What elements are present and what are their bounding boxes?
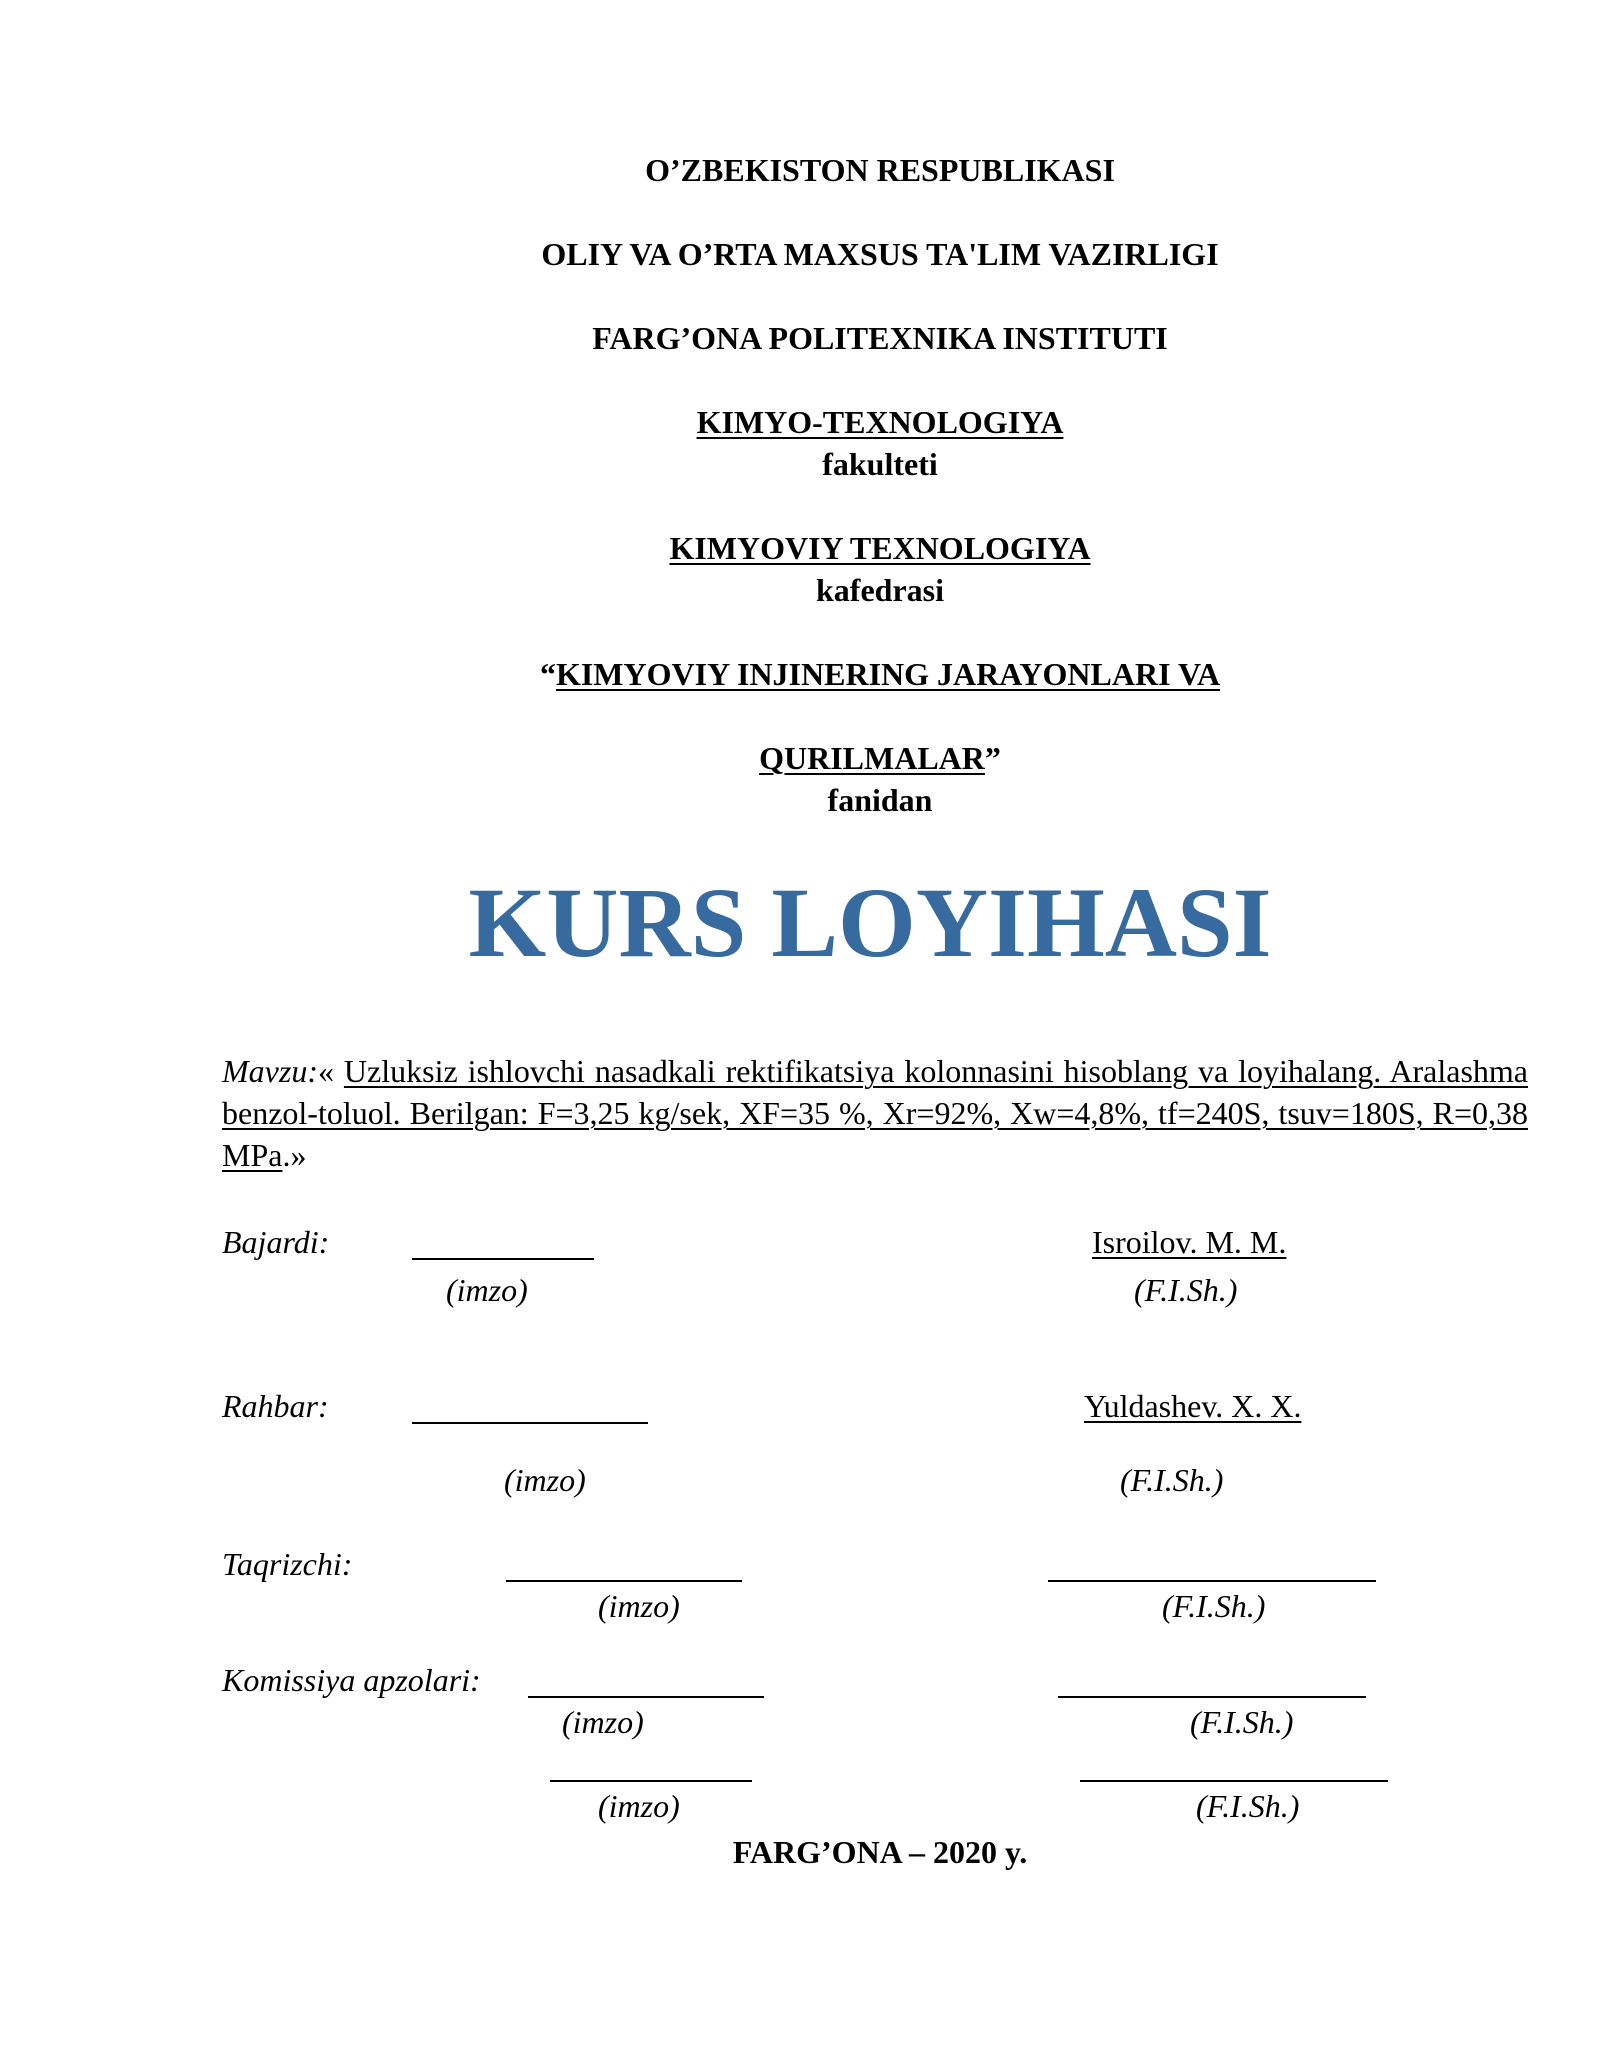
institute-heading: FARG’ONA POLITEXNIKA INSTITUTI	[592, 320, 1168, 356]
topic-label: Mavzu:	[222, 1053, 318, 1089]
topic-close-quote: .»	[282, 1137, 307, 1173]
rahbar-fish-caption: (F.I.Sh.)	[1120, 1462, 1224, 1498]
faculty-suffix: fakulteti	[822, 446, 938, 482]
department-suffix: kafedrasi	[816, 572, 944, 608]
topic-paragraph	[222, 1050, 1528, 1176]
bajardi-fish-caption: (F.I.Sh.)	[1134, 1272, 1238, 1308]
komissiya-fish-caption-2: (F.I.Sh.)	[1196, 1788, 1300, 1824]
republic-heading: O’ZBEKISTON RESPUBLIKASI	[645, 152, 1115, 188]
place-year-footer: FARG’ONA – 2020 y.	[732, 1834, 1028, 1870]
department-heading	[440, 528, 1320, 568]
komissiya-imzo-caption-1: (imzo)	[562, 1704, 644, 1740]
komissiya-name-line-1	[1058, 1696, 1366, 1698]
rahbar-imzo-caption: (imzo)	[504, 1462, 586, 1498]
rahbar-label: Rahbar:	[222, 1388, 329, 1424]
komissiya-label: Komissiya apzolari:	[222, 1662, 481, 1698]
rahbar-signature-line	[412, 1422, 648, 1424]
taqrizchi-label: Taqrizchi:	[222, 1546, 353, 1582]
topic-text: Uzluksiz ishlovchi nasadkali rektifikatsiya kolonnasini hisoblang va loyihalang. Aralashma benzol-toluol. Berilgan: F=3,25 kg/sek, XF=35 %, Xr=92%, Xw=4,8%, tf=240S, tsuv=180S, R=0,38 MPa	[222, 1053, 1529, 1173]
komissiya-imzo-caption-2: (imzo)	[598, 1788, 680, 1824]
subject-open-quote: “	[539, 656, 556, 692]
subject-line-2	[440, 738, 1320, 778]
subject-name-part2: QURILMALAR	[759, 740, 985, 776]
komissiya-fish-caption-1: (F.I.Sh.)	[1190, 1704, 1294, 1740]
komissiya-signature-line-1	[528, 1696, 764, 1698]
document-title: KURS LOYIHASI	[468, 867, 1272, 978]
topic-open-quote: «	[317, 1053, 344, 1089]
department-name: KIMYOVIY TEXNOLOGIYA	[669, 530, 1091, 566]
ministry-heading: OLIY VA O’RTA MAXSUS TA'LIM VAZIRLIGI	[541, 236, 1219, 272]
subject-line-1	[440, 654, 1320, 694]
bajardi-name: Isroilov. M. M.	[1092, 1224, 1287, 1260]
taqrizchi-name-line	[1048, 1580, 1376, 1582]
faculty-heading	[440, 402, 1320, 442]
rahbar-name: Yuldashev. X. X.	[1084, 1388, 1302, 1424]
subject-suffix: fanidan	[827, 782, 933, 818]
subject-close-quote: ”	[984, 740, 1001, 776]
taqrizchi-fish-caption: (F.I.Sh.)	[1162, 1588, 1266, 1624]
bajardi-label: Bajardi:	[222, 1224, 330, 1260]
bajardi-signature-line	[412, 1258, 594, 1260]
subject-name-part1: KIMYOVIY INJINERING JARAYONLARI VA	[555, 656, 1221, 692]
komissiya-name-line-2	[1080, 1780, 1388, 1782]
taqrizchi-imzo-caption: (imzo)	[598, 1588, 680, 1624]
bajardi-imzo-caption: (imzo)	[446, 1272, 528, 1308]
faculty-name: KIMYO-TEXNOLOGIYA	[696, 404, 1064, 440]
komissiya-signature-line-2	[550, 1780, 752, 1782]
taqrizchi-signature-line	[506, 1580, 742, 1582]
